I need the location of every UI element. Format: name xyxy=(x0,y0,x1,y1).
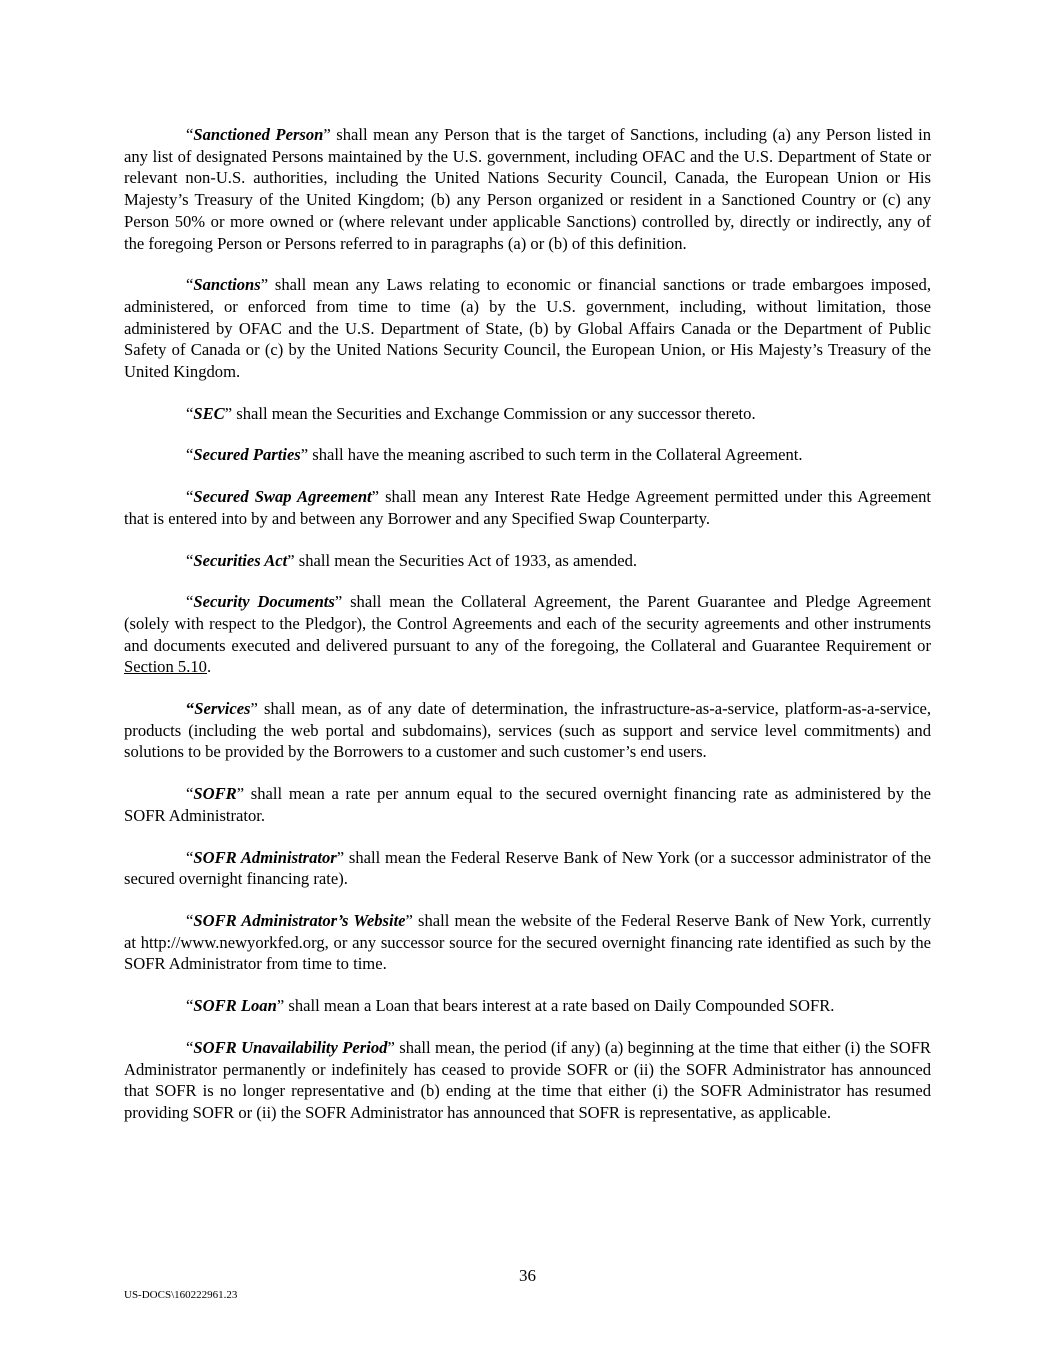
definition-secured-parties xyxy=(124,444,931,466)
definition-sofr-unavailability-period xyxy=(124,1037,931,1124)
defined-term: Security Documents xyxy=(193,592,335,612)
close-quote: ” xyxy=(236,784,245,804)
definition-sanctioned-person xyxy=(124,124,931,254)
definition-sofr-loan xyxy=(124,995,931,1017)
document-body xyxy=(124,124,931,1144)
defined-term: Services xyxy=(194,699,251,719)
defined-term: SOFR Administrator xyxy=(193,847,337,867)
definition-text: shall mean, as of any date of determination, the infrastructure-as-a-service, platform-as-a-service, products (including the web portal and subdomains), services (such as support and service level commitments) and solutions to be provided by the Borrowers to a customer and such customer’s end users. xyxy=(124,699,931,762)
open-quote: “ xyxy=(186,699,195,719)
definition-sofr-administrators-website xyxy=(124,910,931,975)
defined-term: Securities Act xyxy=(193,550,288,570)
open-quote: “ xyxy=(186,910,194,930)
defined-term: Secured Parties xyxy=(193,445,301,465)
definition-text: shall mean the Federal Reserve Bank of New York (or a successor administrator of the secured overnight financing rate). xyxy=(124,847,931,889)
definition-sofr-administrator xyxy=(124,847,931,890)
close-quote: ” xyxy=(300,445,309,465)
close-quote: ” xyxy=(276,996,285,1016)
section-cross-reference: Section 5.10 xyxy=(124,657,207,677)
defined-term: SOFR Loan xyxy=(193,996,277,1016)
defined-term: Secured Swap Agreement xyxy=(193,487,372,507)
definition-sofr xyxy=(124,783,931,826)
open-quote: “ xyxy=(186,445,194,465)
definition-text: shall mean a Loan that bears interest at a rate based on Daily Compounded SOFR. xyxy=(284,996,835,1016)
defined-term: Sanctions xyxy=(193,275,261,295)
defined-term: Sanctioned Person xyxy=(193,125,324,144)
close-quote: ” xyxy=(260,275,269,295)
document-id: US-DOCS\160222961.23 xyxy=(124,1289,238,1301)
defined-term: SOFR Administrator’s Website xyxy=(193,910,406,930)
open-quote: “ xyxy=(186,996,194,1016)
definition-text: shall mean any Person that is the target of Sanctions, including (a) any Person listed in any list of designated Persons maintained by the U.S. government, including OFAC and the U.S. Department of State or relevant non-U.S. authorities, including the United Nations Security Council, Canada, the European Union or His Majesty’s Treasury of the United Kingdom; (b) any Person organized or resident in a Sanctioned Country or (c) any Person 50% or more owned or (where relevant under applicable Sanctions) controlled by, directly or indirectly, any of the foregoing Person or Persons referred to in paragraphs (a) or (b) of this definition. xyxy=(124,125,932,253)
close-quote: ” xyxy=(405,910,413,930)
close-quote: ” xyxy=(334,592,343,612)
definition-text: shall mean a rate per annum equal to the secured overnight financing rate as administered by the SOFR Administrator. xyxy=(124,784,931,825)
close-quote: ” xyxy=(387,1037,395,1057)
definition-text: shall mean, the period (if any) (a) beginning at the time that either (i) the SOFR Administrator permanently or indefinitely has ceased to provide SOFR or (ii) the SOFR Administrator has announced that SOFR is no longer representative and (b) ending at the time that either (i) the SOFR Administrator has resumed providing SOFR or (ii) the SOFR Administrator has announced that SOFR is representative, as applicable. xyxy=(124,1037,931,1122)
page-number: 36 xyxy=(519,1266,536,1285)
definition-services xyxy=(124,698,931,763)
definition-sanctions xyxy=(124,274,931,383)
definition-text: shall mean the Collateral Agreement, the Parent Guarantee and Pledge Agreement (solely with respect to the Pledgor), the Control Agreements and each of the security agreements and other instruments and documents executed and delivered pursuant to any of the foregoing, the Collateral and Guarantee Requirement or xyxy=(124,592,931,655)
defined-term: SEC xyxy=(193,403,225,423)
definition-text: shall mean any Laws relating to economic or financial sanctions or trade embargoes imposed, administered, or enforced from time to time (a) by the U.S. government, including, without limitation, those administered by OFAC and the U.S. Department of State, (b) by Global Affairs Canada or the Department of Public Safety of Canada or (c) by the United Nations Security Council, the European Union, or His Majesty’s Treasury of the United Kingdom. xyxy=(124,275,931,382)
definition-securities-act xyxy=(124,550,931,572)
open-quote: “ xyxy=(186,784,194,804)
open-quote: “ xyxy=(186,1037,194,1057)
definition-text: shall have the meaning ascribed to such term in the Collateral Agreement. xyxy=(308,445,803,465)
definition-sec xyxy=(124,403,931,425)
definition-secured-swap-agreement xyxy=(124,486,931,529)
definition-text-end: . xyxy=(206,657,212,677)
open-quote: “ xyxy=(186,403,194,423)
open-quote: “ xyxy=(186,847,194,867)
open-quote: “ xyxy=(186,550,194,570)
open-quote: “ xyxy=(186,487,194,507)
close-quote: ” xyxy=(224,403,233,423)
close-quote: ” xyxy=(287,550,295,570)
close-quote: ” xyxy=(336,847,345,867)
definition-security-documents xyxy=(124,591,931,678)
open-quote: “ xyxy=(186,125,194,144)
open-quote: “ xyxy=(186,592,194,612)
definition-text: shall mean any Interest Rate Hedge Agreement permitted under this Agreement that is entered into by and between any Borrower and any Specified Swap Counterparty. xyxy=(124,487,931,528)
defined-term: SOFR Unavailability Period xyxy=(193,1037,388,1057)
definition-text: shall mean the Securities Act of 1933, as amended. xyxy=(294,550,638,570)
close-quote: ” xyxy=(371,487,380,507)
definition-text: shall mean the Securities and Exchange Commission or any successor thereto. xyxy=(232,403,756,423)
defined-term: SOFR xyxy=(193,784,237,804)
definition-text: shall mean the website of the Federal Reserve Bank of New York, currently at http://www.newyorkfed.org, or any successor source for the secured overnight financing rate identified as such by the SOFR Administrator from time to time. xyxy=(124,910,931,974)
close-quote: ” xyxy=(250,699,258,719)
open-quote: “ xyxy=(186,275,194,295)
close-quote: ” xyxy=(323,125,331,144)
